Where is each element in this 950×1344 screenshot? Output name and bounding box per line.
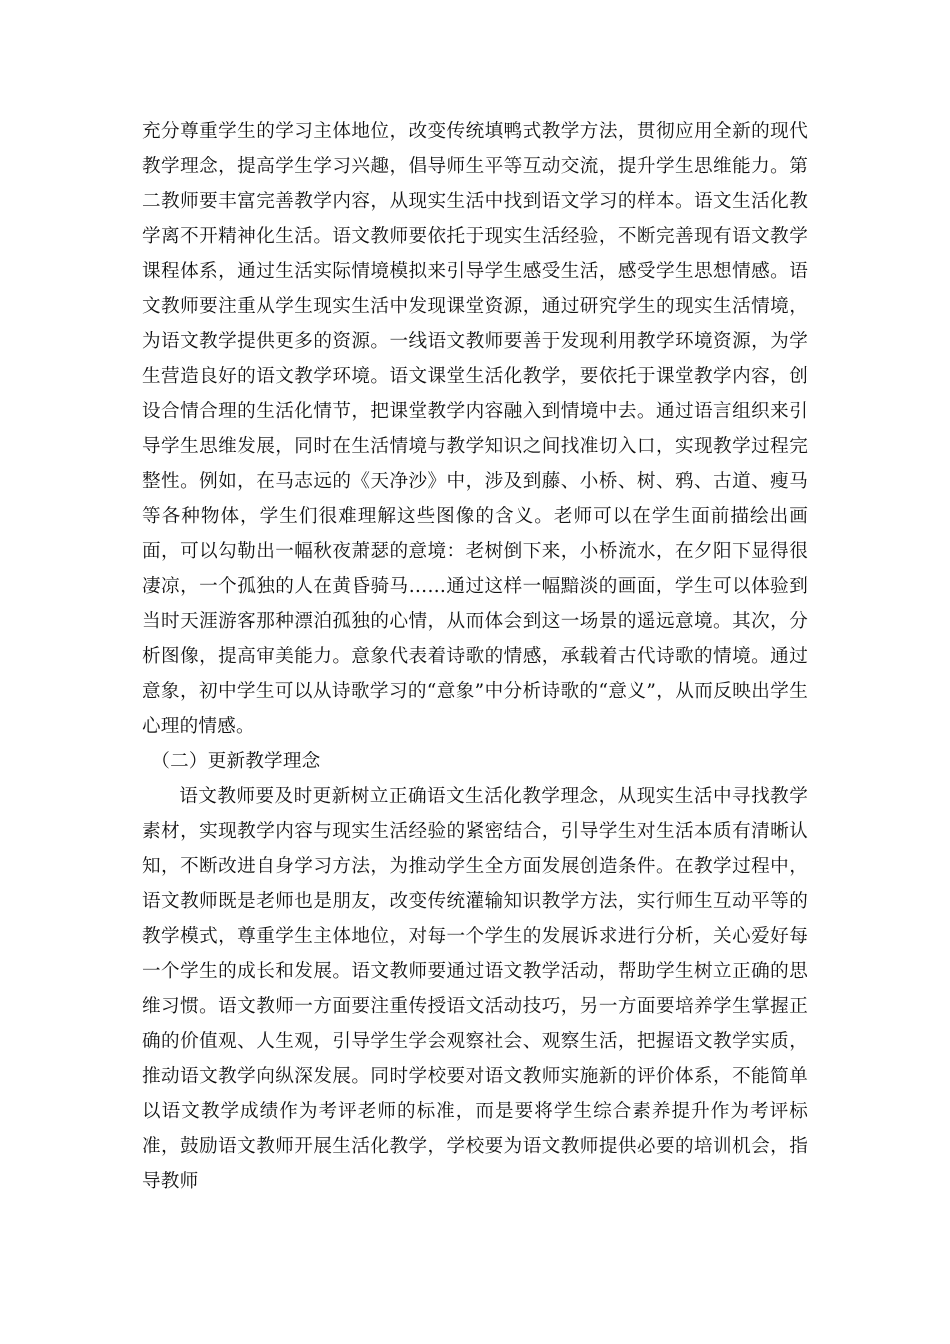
- section-heading: （二）更新教学理念: [151, 751, 321, 772]
- document-page: [142, 114, 808, 1199]
- body-paragraph-continued: 充分尊重学生的学习主体地位，改变传统填鸭式教学方法，贯彻应用全新的现代教学理念，提高学生学习兴趣，倡导师生平等互动交流，提升学生思维能力。第二教师要丰富完善教学内容，从现实生活中找到语文学习的样本。语文生活化教学离不开精神化生活。语文教师要依托于现实生活经验，不断完善现有语文教学课程体系，通过生活实际情境模拟来引导学生感受生活，感受学生思想情感。语文教师要注重从学生现实生活中发现课堂资源，通过研究学生的现实生活情境，为语文教学提供更多的资源。一线语文教师要善于发现利用教学环境资源，为学生营造良好的语文教学环境。语文课堂生活化教学，要依托于课堂教学内容，创设合情合理的生活化情节，把课堂教学内容融入到情境中去。通过语言组织来引导学生思维发展，同时在生活情境与教学知识之间找准切入口，实现教学过程完整性。例如，在马志远的《天净沙》中，涉及到藤、小桥、树、鸦、古道、瘦马等各种物体，学生们很难理解这些图像的含义。老师可以在学生面前描绘出画面，可以勾勒出一幅秋夜萧瑟的意境：老树倒下来，小桥流水，在夕阳下显得很凄凉，一个孤独的人在黄昏骑马……通过这样一幅黯淡的画面，学生可以体验到当时天涯游客那种漂泊孤独的心情，从而体会到这一场景的遥远意境。其次，分析图像，提高审美能力。意象代表着诗歌的情感，承载着古代诗歌的情境。通过意象，初中学生可以从诗歌学习的“意象”中分析诗歌的“意义”，从而反映出学生心理的情感。: [142, 121, 808, 737]
- body-paragraph: 语文教师要及时更新树立正确语文生活化教学理念，从现实生活中寻找教学素材，实现教学内容与现实生活经验的紧密结合，引导学生对生活本质有清晰认知，不断改进自身学习方法，为推动学生全方面发展创造条件。在教学过程中，语文教师既是老师也是朋友，改变传统灌输知识教学方法，实行师生互动平等的教学模式，尊重学生主体地位，对每一个学生的发展诉求进行分析，关心爱好每一个学生的成长和发展。语文教师要通过语文教学活动，帮助学生树立正确的思维习惯。语文教师一方面要注重传授语文活动技巧，另一方面要培养学生掌握正确的价值观、人生观，引导学生学会观察社会、观察生活，把握语文教学实质，推动语文教学向纵深发展。同时学校要对语文教师实施新的评价体系，不能简单以语文教学成绩作为考评老师的标准，而是要将学生综合素养提升作为考评标准，鼓励语文教师开展生活化教学，学校要为语文教师提供必要的培训机会，指导教师: [142, 786, 808, 1192]
